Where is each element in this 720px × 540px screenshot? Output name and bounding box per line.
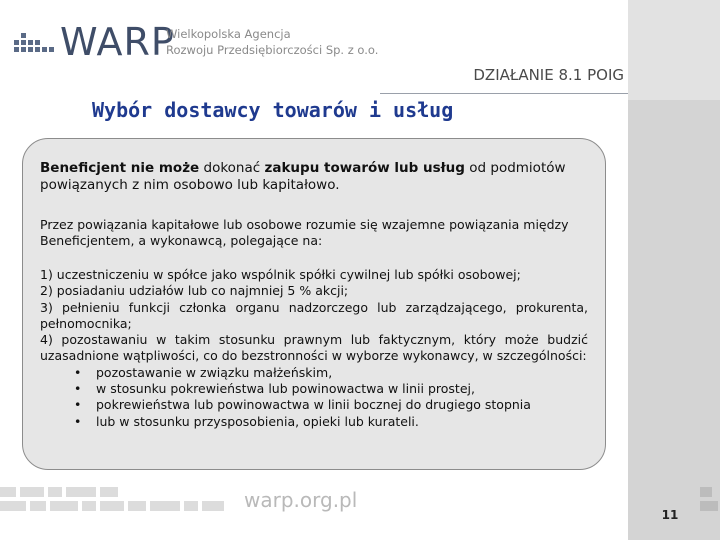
- right-side-panel-top: [628, 0, 720, 100]
- list-item: 4) pozostawaniu w takim stosunku prawnym lub faktycznym, który może budzić uzasadnione wątpliwości, co do bezstronności w wyborze wykonawcy, w szczególności:: [40, 332, 588, 364]
- logo-tagline: Wielkopolska Agencja Rozwoju Przedsiębiorczości Sp. z o.o.: [166, 27, 379, 57]
- list-item: 3) pełnieniu funkcji członka organu nadzorczego lub zarządzającego, prokurenta, pełnomocnika;: [40, 299, 588, 331]
- bullet-item: • pozostawanie w związku małżeńskim,: [40, 365, 588, 381]
- bullet-list: [40, 365, 588, 430]
- conditions-list: [40, 267, 588, 430]
- page-number: 11: [661, 508, 679, 522]
- definition-paragraph: Przez powiązania kapitałowe lub osobowe rozumie się wzajemne powiązania między Beneficjentem, a wykonawcą, polegające na:: [40, 217, 569, 248]
- slide-title: Wybór dostawcy towarów i usług: [92, 98, 454, 122]
- section-label: DZIAŁANIE 8.1 POIG: [473, 66, 624, 84]
- logo-text: WARP: [60, 20, 175, 64]
- logo-grid-icon: [14, 32, 54, 54]
- footer-url: warp.org.pl: [244, 488, 358, 512]
- intro-text: Beneficjent nie może dokonać zakupu towarów lub usług od podmiotów powiązanych z nim osobowo lub kapitałowo.: [40, 160, 566, 193]
- bullet-item: • w stosunku pokrewieństwa lub powinowactwa w linii prostej,: [40, 381, 588, 397]
- list-item: 2) posiadaniu udziałów lub co najmniej 5 % akcji;: [40, 283, 349, 299]
- list-item: 1) uczestniczeniu w spółce jako wspólnik spółki cywilnej lub spółki osobowej;: [40, 267, 521, 282]
- warp-logo: [14, 22, 394, 62]
- section-divider: [380, 93, 628, 94]
- bullet-item: • pokrewieństwa lub powinowactwa w linii bocznej do drugiego stopnia: [40, 397, 588, 413]
- bullet-item: • lub w stosunku przysposobienia, opieki lub kurateli.: [40, 414, 588, 430]
